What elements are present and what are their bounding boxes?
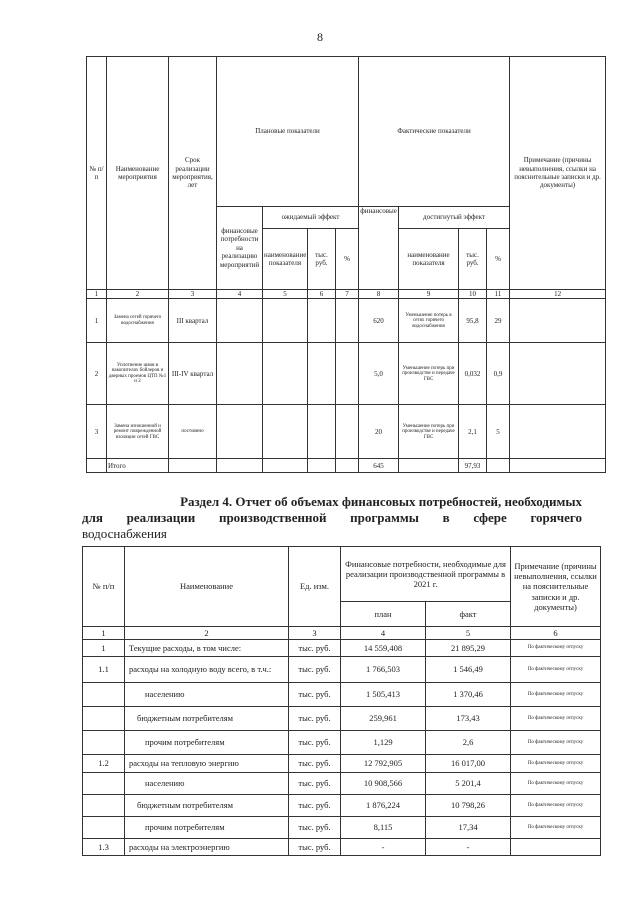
t2-cell-fact: 10 798,26 <box>426 795 511 817</box>
t1-cell-empty <box>510 459 606 473</box>
t2-cell-unit: тыс. руб. <box>289 773 341 795</box>
t2-cell-unit: тыс. руб. <box>289 817 341 839</box>
t1-cell-term: постоянно <box>169 405 217 459</box>
t2-header-fin: Финансовые потребности, необходимые для реализации производственной программы в 2021 г. <box>341 547 511 602</box>
t2-cell-note <box>511 839 601 856</box>
t1-total-label: Итого <box>107 459 169 473</box>
t2-row <box>83 707 601 731</box>
t2-cell-fact: - <box>426 839 511 856</box>
t1-index-cell: 1 <box>87 290 107 299</box>
t2-cell-num <box>83 817 125 839</box>
t2-cell-num: 1.3 <box>83 839 125 856</box>
page-number: 8 <box>317 30 323 44</box>
t2-cell-name: расходы на холодную воду всего, в т.ч.: <box>125 657 289 683</box>
t1-header-plan-effect-pct: % <box>336 229 359 290</box>
t1-header-term: Срок реализации мероприятия, лет <box>169 57 217 290</box>
t2-cell-name: прочим потребителям <box>125 731 289 755</box>
t2-cell-note: По фактическому отпуску <box>511 755 601 773</box>
t1-cell-fin: 620 <box>359 299 399 343</box>
t2-cell-unit: тыс. руб. <box>289 640 341 657</box>
t2-cell-plan: 1 876,224 <box>341 795 426 817</box>
t1-cell-name: Замена сетей горячего водоснабжения <box>107 299 169 343</box>
t1-cell-effect: Уменьшение потерь в сетях горячего водоснабжения <box>399 299 459 343</box>
t1-index-cell: 10 <box>459 290 487 299</box>
t1-cell-empty <box>217 459 263 473</box>
t2-cell-num <box>83 773 125 795</box>
t1-cell-fin: 20 <box>359 405 399 459</box>
t1-cell-empty <box>308 299 336 343</box>
t1-cell-pct: 0,9 <box>487 343 510 405</box>
t2-cell-note: По фактическому отпуску <box>511 683 601 707</box>
t1-total-rub: 97,93 <box>459 459 487 473</box>
t1-index-cell: 12 <box>510 290 606 299</box>
t1-cell-num: 3 <box>87 405 107 459</box>
t2-cell-unit: тыс. руб. <box>289 731 341 755</box>
t2-cell-fact: 21 895,29 <box>426 640 511 657</box>
t1-cell-pct: 29 <box>487 299 510 343</box>
t1-total-row <box>87 459 606 473</box>
t2-index-cell: 1 <box>83 627 125 640</box>
t2-cell-fact: 1 370,46 <box>426 683 511 707</box>
t2-cell-name: прочим потребителям <box>125 817 289 839</box>
t2-cell-fact: 1 546,49 <box>426 657 511 683</box>
t1-cell-rub: 2,1 <box>459 405 487 459</box>
t2-cell-unit: тыс. руб. <box>289 683 341 707</box>
t2-index-cell: 5 <box>426 627 511 640</box>
t2-cell-name: населению <box>125 773 289 795</box>
section-4-title <box>82 494 582 542</box>
t1-index-cell: 4 <box>217 290 263 299</box>
t1-cell-empty <box>263 405 308 459</box>
t2-cell-note: По фактическому отпуску <box>511 707 601 731</box>
t2-index-cell: 3 <box>289 627 341 640</box>
t1-cell-empty <box>336 299 359 343</box>
t2-row <box>83 731 601 755</box>
t2-index-row <box>83 627 601 640</box>
t2-cell-name: расходы на электроэнергию <box>125 839 289 856</box>
t1-cell-empty <box>308 459 336 473</box>
t2-row <box>83 657 601 683</box>
measures-table <box>86 56 606 473</box>
t1-cell-empty <box>263 299 308 343</box>
t1-cell-pct: 5 <box>487 405 510 459</box>
t1-index-cell: 3 <box>169 290 217 299</box>
t2-cell-note: По фактическому отпуску <box>511 817 601 839</box>
t1-cell-num: 2 <box>87 343 107 405</box>
t2-cell-plan: 8,115 <box>341 817 426 839</box>
t1-total-fin: 645 <box>359 459 399 473</box>
t1-index-row <box>87 290 606 299</box>
t2-cell-note: По фактическому отпуску <box>511 640 601 657</box>
t2-cell-name: расходы на тепловую энергию <box>125 755 289 773</box>
t1-cell-empty <box>169 459 217 473</box>
t2-cell-unit: тыс. руб. <box>289 839 341 856</box>
t1-index-cell: 5 <box>263 290 308 299</box>
t1-cell-empty <box>263 343 308 405</box>
t2-cell-fact: 16 017,00 <box>426 755 511 773</box>
t2-cell-fact: 173,43 <box>426 707 511 731</box>
t1-index-cell: 8 <box>359 290 399 299</box>
t2-header-plan: план <box>341 602 426 627</box>
t1-header-fact-effect-pct: % <box>487 229 510 290</box>
t2-cell-num: 1 <box>83 640 125 657</box>
t1-row <box>87 405 606 459</box>
t2-header-unit: Ед. изм. <box>289 547 341 627</box>
t2-cell-name: бюджетным потребителям <box>125 707 289 731</box>
t1-cell-term: III квартал <box>169 299 217 343</box>
t2-row <box>83 683 601 707</box>
t2-header-note: Примечание (причины невыполнения, ссылки на пояснительные записки и др. документы) <box>511 547 601 627</box>
t2-cell-plan: 1 766,503 <box>341 657 426 683</box>
t1-cell-empty <box>308 405 336 459</box>
t1-cell-empty <box>336 405 359 459</box>
t2-cell-note: По фактическому отпуску <box>511 731 601 755</box>
t2-header-fact: факт <box>426 602 511 627</box>
t1-cell-empty <box>510 299 606 343</box>
t1-header-fact-effect-name: наименование показателя <box>399 229 459 290</box>
t2-cell-name: бюджетным потребителям <box>125 795 289 817</box>
t2-cell-fact: 17,34 <box>426 817 511 839</box>
section-4-line1: Раздел 4. Отчет об объемах финансовых потребностей, необходимых <box>180 494 582 509</box>
t2-cell-note: По фактическому отпуску <box>511 657 601 683</box>
t2-header-name: Наименование <box>125 547 289 627</box>
t1-header-plan: Плановые показатели <box>217 57 359 207</box>
t1-cell-fin: 5,0 <box>359 343 399 405</box>
t2-index-cell: 6 <box>511 627 601 640</box>
section-4-line3: водоснабжения <box>82 526 167 541</box>
t1-cell-empty <box>217 299 263 343</box>
t2-row <box>83 640 601 657</box>
t1-header-fact: Фактические показатели <box>359 57 510 207</box>
t2-cell-unit: тыс. руб. <box>289 707 341 731</box>
t1-index-cell: 11 <box>487 290 510 299</box>
t1-cell-empty <box>510 343 606 405</box>
t2-cell-num: 1.2 <box>83 755 125 773</box>
t1-cell-rub: 0,032 <box>459 343 487 405</box>
t2-cell-num <box>83 683 125 707</box>
t2-cell-plan: 259,961 <box>341 707 426 731</box>
t1-cell-effect: Уменьшение потерь при производстве и передаче ГВС <box>399 343 459 405</box>
t1-header-plan-effect-rub: тыс. руб. <box>308 229 336 290</box>
t2-cell-fact: 5 201,4 <box>426 773 511 795</box>
t1-cell-empty <box>308 343 336 405</box>
t2-cell-plan: 12 792,905 <box>341 755 426 773</box>
t2-header-num: № п/п <box>83 547 125 627</box>
t1-index-cell: 9 <box>399 290 459 299</box>
t2-cell-num: 1.1 <box>83 657 125 683</box>
t1-header-note: Примечание (причины невыполнения, ссылки на пояснительные записки и др. документы) <box>510 57 606 290</box>
t1-cell-empty <box>263 459 308 473</box>
t2-cell-name: населению <box>125 683 289 707</box>
t1-cell-effect: Уменьшение потерь при производстве и передаче ГВС <box>399 405 459 459</box>
t2-cell-plan: - <box>341 839 426 856</box>
t1-index-cell: 2 <box>107 290 169 299</box>
t1-header-fact-effect: достигнутый эффект <box>399 207 510 229</box>
t1-header-plan-effect: ожидаемый эффект <box>263 207 359 229</box>
t2-cell-unit: тыс. руб. <box>289 657 341 683</box>
t1-cell-empty <box>399 459 459 473</box>
section-4-line2: для реализации производственной программы в сфере горячего <box>82 510 582 525</box>
t2-cell-note: По фактическому отпуску <box>511 795 601 817</box>
t1-cell-term: III-IV квартал <box>169 343 217 405</box>
t1-header-fact-fin: финансовые <box>359 207 399 290</box>
t1-cell-empty <box>87 459 107 473</box>
t1-index-cell: 6 <box>308 290 336 299</box>
t2-index-cell: 2 <box>125 627 289 640</box>
t2-cell-plan: 14 559,408 <box>341 640 426 657</box>
t2-cell-unit: тыс. руб. <box>289 795 341 817</box>
t1-header-plan-effect-name: наименование показателя <box>263 229 308 290</box>
t1-cell-empty <box>487 459 510 473</box>
t2-cell-plan: 1 505,413 <box>341 683 426 707</box>
t1-cell-name: Уплотнение швов в накопителях бойлеров и дверных проемов ЦТП №1 и 2 <box>107 343 169 405</box>
t2-cell-plan: 10 908,566 <box>341 773 426 795</box>
t1-cell-name: Замена изношенной и ремонт поврежденной изоляции сетей ГВС <box>107 405 169 459</box>
t2-cell-num <box>83 731 125 755</box>
t2-cell-num <box>83 795 125 817</box>
t2-cell-unit: тыс. руб. <box>289 755 341 773</box>
t1-cell-empty <box>336 459 359 473</box>
t2-row <box>83 773 601 795</box>
t1-header-fact-effect-rub: тыс. руб. <box>459 229 487 290</box>
t1-cell-empty <box>336 343 359 405</box>
t1-index-cell: 7 <box>336 290 359 299</box>
t1-header-plan-fin: финансовые потребности на реализацию мероприятий <box>217 207 263 290</box>
t2-row <box>83 755 601 773</box>
t1-cell-empty <box>510 405 606 459</box>
t2-row <box>83 795 601 817</box>
t2-cell-num <box>83 707 125 731</box>
t1-header-num: № п/п <box>87 57 107 290</box>
t2-cell-name: Текущие расходы, в том числе: <box>125 640 289 657</box>
t2-row <box>83 839 601 856</box>
t2-cell-plan: 1,129 <box>341 731 426 755</box>
t1-cell-rub: 95,8 <box>459 299 487 343</box>
t1-row <box>87 299 606 343</box>
t2-cell-fact: 2,6 <box>426 731 511 755</box>
t1-cell-empty <box>217 343 263 405</box>
t1-cell-empty <box>217 405 263 459</box>
t2-row <box>83 817 601 839</box>
financial-needs-table <box>82 546 601 856</box>
t1-row <box>87 343 606 405</box>
t2-index-cell: 4 <box>341 627 426 640</box>
t1-header-name: Наименование мероприятия <box>107 57 169 290</box>
t2-cell-note: По фактическому отпуску <box>511 773 601 795</box>
t1-cell-num: 1 <box>87 299 107 343</box>
